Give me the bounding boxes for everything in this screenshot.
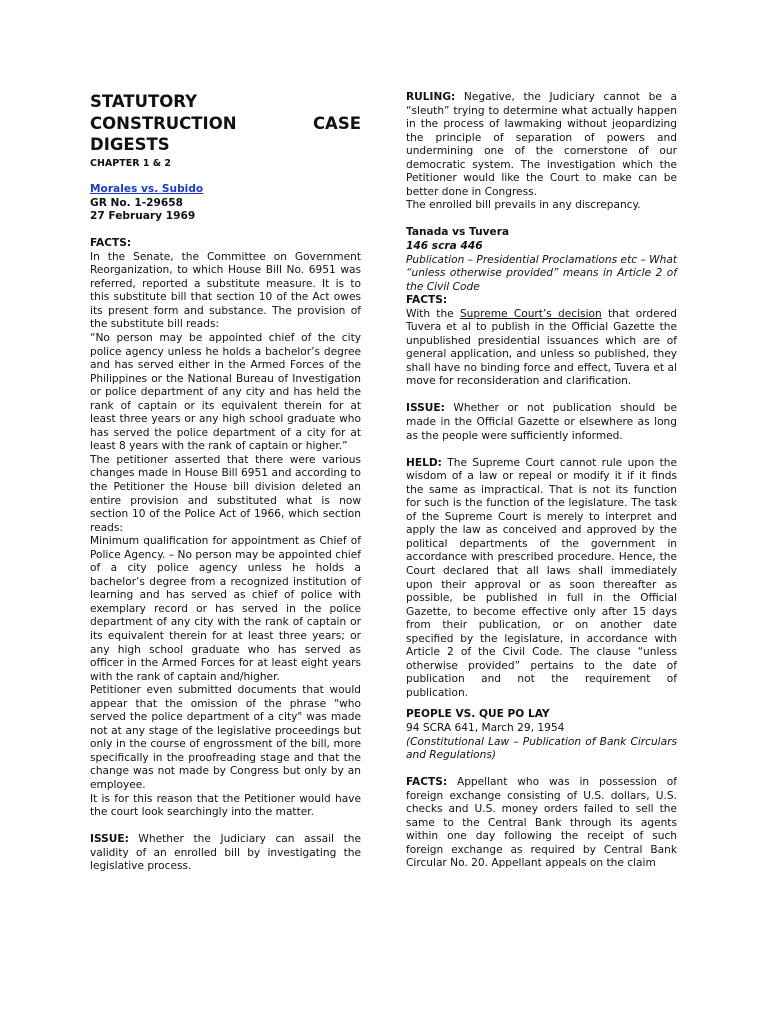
case2-issue: [406, 402, 677, 443]
document-title: [90, 91, 361, 156]
case2-held: [406, 457, 677, 701]
case1-facts-paragraph: Petitioner even submitted documents that would appear that the omission of the phrase "who served the police department of a city" was made not at any stage of the legislative proceedings but only in the course of engrossment of the bill, more specifically in the proofreading stage and that the change was not made by Congress but only by an employee.: [90, 684, 361, 792]
case1-facts-paragraph: Minimum qualification for appointment as Chief of Police Agency. – No person may be appointed chief of a city police agency unless he holds a bachelor’s degree from a recognized institution of learning and has served as chief of police with exemplary record or has served in the police department of any city with the rank of captain or its equivalent therein for at least three years; or any high school graduate who has served as officer in the Armed Forces for at least eight years with the rank of captain and/higher.: [90, 535, 361, 683]
ruling-label: RULING:: [406, 91, 456, 103]
case-link-morales[interactable]: Morales vs. Subido: [90, 183, 204, 195]
case2-facts-heading: FACTS:: [406, 294, 448, 307]
title-line-2: [90, 113, 361, 135]
case1-date: 27 February 1969: [90, 210, 196, 223]
facts-text: Appellant who was in possession of foreign exchange consisting of U.S. dollars, U.S. checks and U.S. money orders failed to sell the same to the Central Bank through its agents within one day following the receipt of such foreign exchange as required by Central Bank Circular No. 20. Appellant appeals on the claim: [406, 776, 677, 870]
supreme-court-decision-link[interactable]: Supreme Court’s decision: [459, 307, 602, 320]
title-word-case: CASE: [312, 113, 361, 133]
left-column: [90, 91, 361, 874]
issue-label: ISSUE:: [406, 402, 445, 415]
issue-text: Whether the Judiciary can assail the validity of an enrolled bill by investigating the legislative process.: [90, 833, 361, 873]
case1-facts-paragraph: “No person may be appointed chief of the city police agency unless he holds a bachelor’s degree and has served either in the Armed Forces of the Philippines or the National Bureau of Investigation or police department of any city and has held the rank of captain or its equivalent therein for at least three years or any high school graduate who has served the police department of a city for at least 8 years with the rank of captain or higher.”: [90, 331, 361, 453]
issue-label: ISSUE:: [90, 833, 129, 846]
case1-ruling: [406, 91, 677, 199]
case1-ruling-conclusion: The enrolled bill prevails in any discrepancy.: [406, 199, 641, 212]
case1-gr-number: GR No. 1-29658: [90, 196, 184, 209]
right-column: [406, 91, 677, 871]
case2-topic: Publication – Presidential Proclamations etc – What “unless otherwise provided” means in Article 2 of the Civil Code: [406, 253, 677, 293]
case3-title: PEOPLE VS. QUE PO LAY: [406, 708, 550, 721]
held-text: The Supreme Court cannot rule upon the wisdom of a law or repeal or modify it if it finds the same as impractical. That is not its function for such is the function of the legislature. The task of the Supreme Court is merely to interpret and apply the law as conceived and approved by the political departments of the government in accordance with prescribed procedure. Hence, the Court declared that all laws shall immediately upon their approval or as soon thereafter as possible, be published in full in the Official Gazette, to become effective only after 15 days from their publication, or on another date specified by the legislature, in accordance with Article 2 of the Civil Code. The clause “unless otherwise provided” pertains to the date of publication and not the requirement of publication.: [406, 456, 677, 699]
case1-facts-paragraph: It is for this reason that the Petitioner would have the court look searchingly into the matter.: [90, 792, 361, 819]
title-line-3: DIGESTS: [90, 135, 170, 154]
case2-facts: [406, 308, 677, 389]
case3-topic: (Constitutional Law – Publication of Bank Circulars and Regulations): [406, 735, 677, 762]
case1-issue: [90, 833, 361, 874]
issue-text: Whether or not publication should be made in the Official Gazette or elsewhere as long as the people were sufficiently informed.: [406, 402, 677, 442]
title-line-1: STATUTORY: [90, 92, 198, 111]
case1-facts-paragraph: In the Senate, the Committee on Government Reorganization, to which House Bill No. 6951 was referred, reported a substitute measure. It is to this substitute bill that section 10 of the Act owes its present form and substance. The provision of the substitute bill reads:: [90, 250, 361, 331]
case2-title: Tanada vs Tuvera: [406, 226, 510, 239]
case1-facts-paragraph: The petitioner asserted that there were various changes made in House Bill 6951 and according to the Petitioner the House bill division deleted an entire provision and substituted what is now section 10 of the Police Act of 1966, which section reads:: [90, 453, 361, 534]
case2-citation: 146 scra 446: [406, 239, 483, 252]
chapter-label: CHAPTER 1 & 2: [90, 157, 171, 169]
case3-facts: [406, 776, 677, 871]
facts-label: FACTS:: [406, 776, 448, 789]
ruling-text: Negative, the Judiciary cannot be a “sleuth” trying to determine what actually happen in the process of lawmaking without jeopardizing the principle of separation of powers and undermining one of the cornerstone of our democratic system. The investigation which the Petitioner would like the Court to make can be better done in Congress.: [406, 91, 677, 198]
held-label: HELD:: [406, 456, 442, 469]
title-word-construction: CONSTRUCTION: [90, 113, 237, 133]
facts-text-end: that ordered Tuvera et al to publish in the Official Gazette the unpublished presidential issuances which are of general application, and unless so published, they shall have no binding force and effect, Tuvera et al move for reconsideration and clarification.: [406, 307, 677, 388]
case1-facts-heading: FACTS:: [90, 237, 132, 250]
case3-citation: 94 SCRA 641, March 29, 1954: [406, 722, 565, 735]
facts-text-start: With the: [406, 307, 460, 320]
